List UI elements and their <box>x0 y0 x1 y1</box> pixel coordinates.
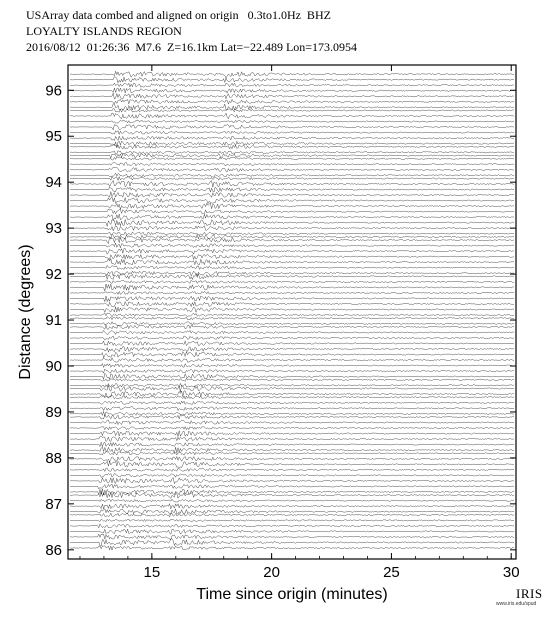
header-line-2: LOYALTY ISLANDS REGION <box>26 24 182 38</box>
seismogram-trace <box>70 296 514 302</box>
seismogram-trace <box>70 124 514 129</box>
seismogram-trace <box>70 383 514 387</box>
seismogram-trace <box>70 407 514 411</box>
seismogram-trace <box>70 336 514 340</box>
seismogram-trace <box>70 358 514 362</box>
seismogram-trace <box>70 474 514 478</box>
seismogram-trace <box>70 243 514 248</box>
seismogram-trace <box>70 162 514 165</box>
seismogram-trace <box>70 385 514 392</box>
seismogram-trace <box>70 411 514 416</box>
seismogram-trace <box>70 192 514 198</box>
seismogram-trace <box>70 431 514 437</box>
y-tick-label: 91 <box>45 312 62 330</box>
seismogram-trace <box>70 197 514 203</box>
seismogram-trace <box>70 457 514 462</box>
seismogram-trace <box>70 120 514 123</box>
y-tick-label: 93 <box>45 220 62 238</box>
seismogram-trace <box>70 341 514 346</box>
seismogram-trace <box>70 151 514 155</box>
seismogram-trace <box>70 420 514 425</box>
seismogram-trace <box>70 99 514 104</box>
seismogram-trace <box>70 83 514 87</box>
seismogram-trace <box>70 415 514 419</box>
seismogram-trace <box>70 167 514 172</box>
seismogram-trace <box>70 203 514 209</box>
seismogram-trace <box>70 259 514 265</box>
y-tick-label: 92 <box>45 266 62 284</box>
seismogram-trace <box>70 265 514 269</box>
seismogram-trace <box>70 325 514 329</box>
y-tick-label: 87 <box>45 495 62 513</box>
seismogram-trace <box>70 291 514 294</box>
seismogram-trace <box>70 513 514 517</box>
seismogram-trace <box>70 248 514 254</box>
seismogram-trace <box>70 173 514 177</box>
seismogram-trace <box>70 180 514 187</box>
seismogram-trace <box>70 373 514 379</box>
seismogram-trace <box>70 442 514 446</box>
y-tick-label: 88 <box>45 449 62 467</box>
seismogram-trace <box>70 330 514 334</box>
seismogram-trace <box>70 352 514 358</box>
seismogram-trace <box>70 254 514 259</box>
seismogram-trace <box>70 273 514 279</box>
seismogram-trace <box>70 529 514 534</box>
y-tick-label: 95 <box>45 128 62 146</box>
seismogram-trace <box>70 322 514 326</box>
seismogram-trace <box>70 157 514 160</box>
seismogram-trace <box>70 436 514 441</box>
y-tick-label: 94 <box>45 174 62 192</box>
seismogram-trace <box>70 144 514 149</box>
seismogram-trace <box>70 136 514 141</box>
y-tick-label: 90 <box>45 357 62 375</box>
seismogram-trace <box>70 378 514 381</box>
seismogram-trace <box>70 347 514 353</box>
iris-logo: IRIS <box>516 586 543 601</box>
seismogram-trace <box>70 113 514 119</box>
seismogram-trace <box>70 93 514 99</box>
seismogram-trace <box>70 153 514 158</box>
seismogram-trace <box>70 504 514 509</box>
seismogram-trace <box>70 235 514 240</box>
seismogram-trace <box>70 364 514 368</box>
header-line-3: 2016/08/12 01:26:36 M7.6 Z=16.1km Lat=−22.489 Lon=173.0954 <box>26 40 358 54</box>
seismogram-trace <box>70 307 514 313</box>
x-tick-label: 20 <box>263 564 280 581</box>
seismogram-trace <box>70 478 514 484</box>
seismogram-trace <box>70 499 514 502</box>
seismogram-trace <box>70 539 514 546</box>
seismogram-trace <box>70 524 514 528</box>
x-axis-ticks <box>80 65 520 581</box>
seismogram-trace <box>70 484 514 489</box>
seismogram-trace <box>70 77 514 83</box>
seismogram-trace <box>70 104 514 110</box>
x-axis-label: Time since origin (minutes) <box>196 586 388 603</box>
seismogram-trace <box>70 451 514 455</box>
seismogram-trace <box>70 71 514 77</box>
seismogram-trace <box>70 302 514 307</box>
x-tick-label: 25 <box>383 564 400 581</box>
seismogram-trace <box>70 317 514 320</box>
seismogram-trace <box>70 447 514 453</box>
x-tick-label: 15 <box>143 564 161 581</box>
seismogram-trace <box>70 232 514 235</box>
seismogram-trace <box>70 88 514 93</box>
seismogram-trace <box>70 187 514 192</box>
y-tick-label: 86 <box>45 541 62 559</box>
y-tick-label: 89 <box>45 403 62 421</box>
seismogram-trace <box>70 220 514 227</box>
seismogram-trace <box>70 109 514 113</box>
seismogram-traces <box>70 71 514 550</box>
seismogram-trace <box>70 313 514 317</box>
seismogram-trace <box>70 177 514 181</box>
seismogram-trace <box>70 369 514 373</box>
header-line-1: USArray data combed and aligned on origin 0.3to1.0Hz BHZ <box>26 8 331 22</box>
seismogram-trace <box>70 519 514 522</box>
seismogram-trace <box>70 401 514 404</box>
seismogram-trace <box>70 546 514 550</box>
x-tick-label: 30 <box>502 564 520 581</box>
seismogram-trace <box>70 280 514 283</box>
y-tick-label: 96 <box>45 82 62 100</box>
seismogram-trace <box>70 214 514 220</box>
seismogram-trace <box>70 209 514 214</box>
y-axis-ticks <box>45 82 516 559</box>
seismogram-trace <box>70 427 514 430</box>
seismogram-trace <box>70 395 514 399</box>
iris-logo-url: www.iris.edu/spud <box>496 601 537 607</box>
seismogram-trace <box>70 534 514 540</box>
seismogram-trace <box>70 226 514 231</box>
seismogram-trace <box>70 391 514 397</box>
seismogram-trace <box>70 461 514 467</box>
plot-frame <box>68 65 516 559</box>
seismogram-trace <box>70 468 514 471</box>
y-axis-label: Distance (degrees) <box>17 244 34 380</box>
seismogram-trace <box>70 284 514 291</box>
seismogram-trace <box>70 509 514 514</box>
seismogram-trace <box>70 131 514 135</box>
seismogram-trace <box>70 237 514 244</box>
